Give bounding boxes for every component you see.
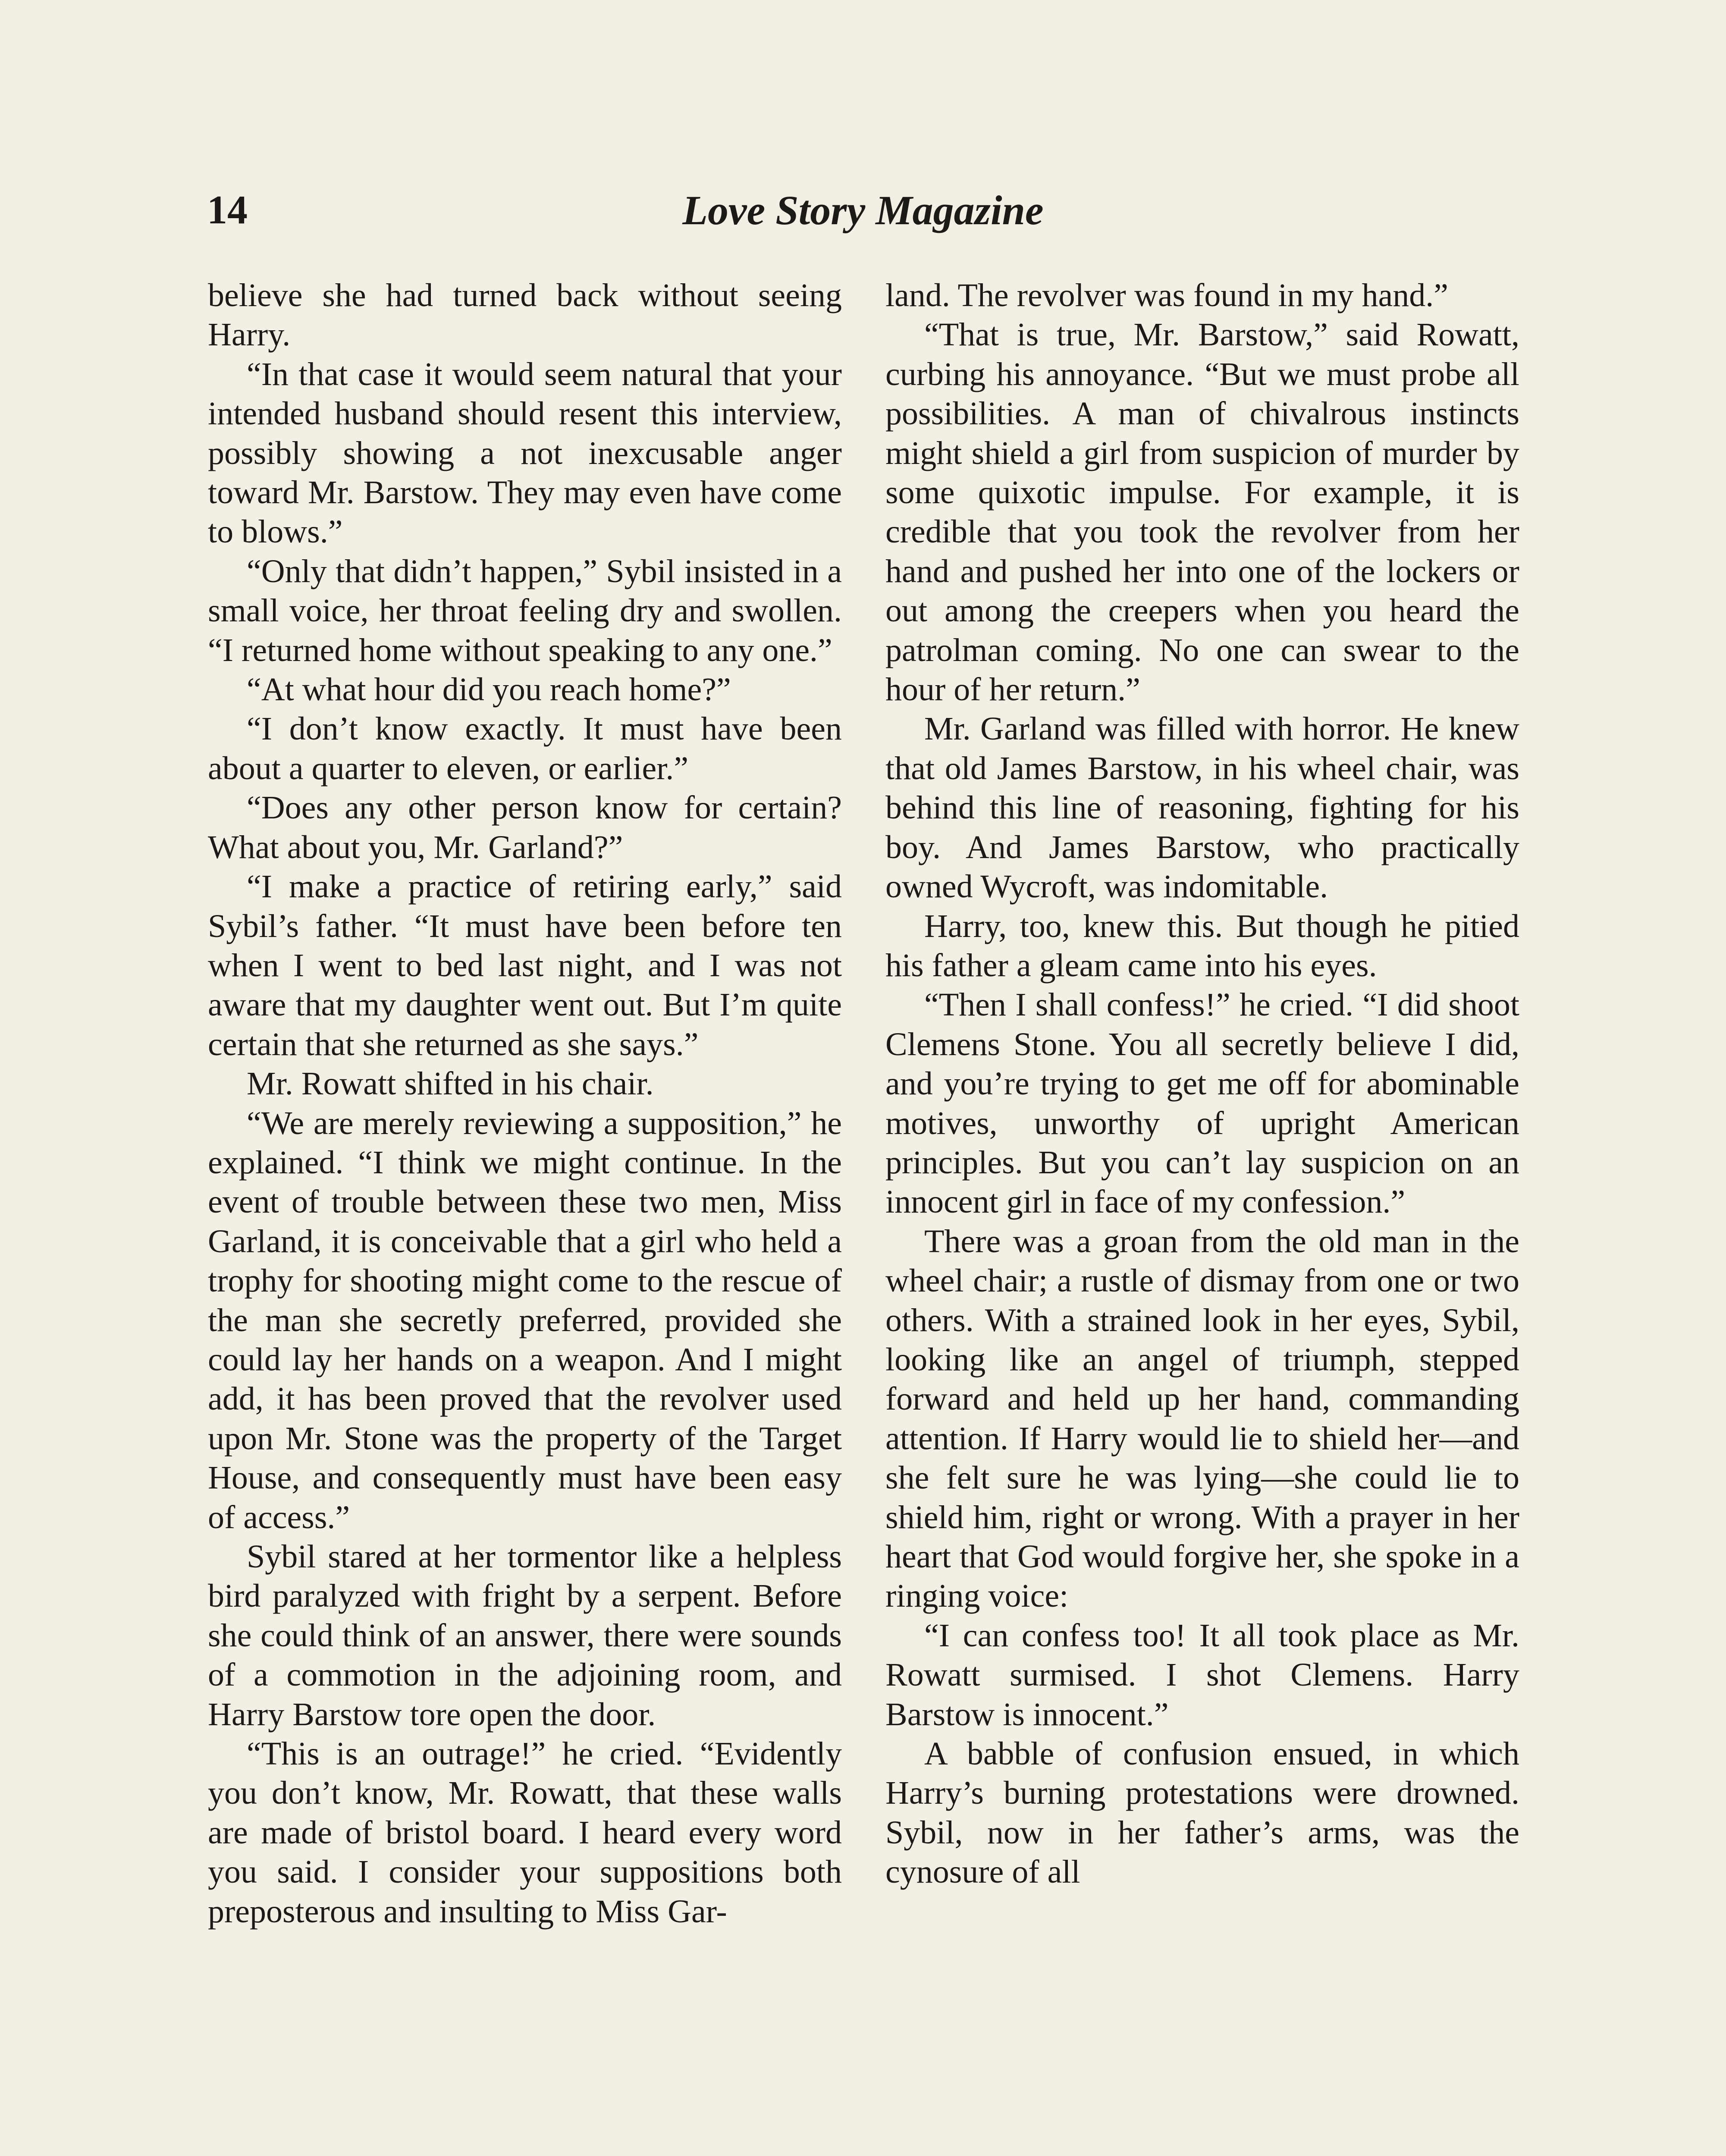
paragraph: “We are merely reviewing a supposition,” he explained. “I think we might continue. In the event of trouble between these two men, Miss Garland, it is conceivable that a girl who held a trophy for shooting might come to the rescue of the man she secretly preferred, provided she could lay her hands on a weapon. And I might add, it has been proved that the revolver used upon Mr. Stone was the property of the Target House, and consequently must have been easy of access.” bbox=[208, 1105, 842, 1536]
paragraph: “This is an outrage!” he cried. “Evidently you don’t know, Mr. Rowatt, that these walls are made of bristol board. I heard every word you said. I consider your suppositions both preposterous and insulting to Miss Gar- bbox=[208, 1736, 842, 1930]
paragraph: “That is true, Mr. Barstow,” said Rowatt, curbing his annoyance. “But we must probe all possibilities. A man of chivalrous instincts might shield a girl from suspicion of murder by some quixotic impulse. For example, it is credible that you took the revolver from her hand and pushed her into one of the lockers or out among the creepers when you heard the patrolman coming. No one can swear to the hour of her return.” bbox=[885, 317, 1519, 708]
paragraph: “At what hour did you reach home?” bbox=[247, 671, 731, 708]
paragraph: “Only that didn’t happen,” Sybil insisted in a small voice, her throat feeling dry and swollen. “I returned home without speaking to any one.” bbox=[208, 553, 842, 668]
paragraph: Mr. Garland was filled with horror. He knew that old James Barstow, in his wheel chair, was behind this line of reasoning, fighting for his boy. And James Barstow, who practically owned Wycroft, was indomitable. bbox=[885, 711, 1519, 905]
paragraph: Harry, too, knew this. But though he pitied his father a gleam came into his eyes. bbox=[885, 908, 1519, 984]
paragraph: There was a groan from the old man in the wheel chair; a rustle of dismay from one or two others. With a strained look in her eyes, Sybil, looking like an angel of triumph, stepped forward and held up her hand, commanding attention. If Harry would lie to shield her—and she felt sure he was lying—she could lie to shield him, right or wrong. With a prayer in her heart that God would forgive her, she spoke in a ringing voice: bbox=[885, 1223, 1519, 1614]
paragraph: “In that case it would seem natural that your intended husband should resent this interview, possibly showing a not inexcusable anger toward Mr. Barstow. They may even have come to blows.” bbox=[208, 356, 842, 550]
paragraph: “I don’t know exactly. It must have been about a quarter to eleven, or earlier.” bbox=[208, 711, 842, 787]
left-text-column bbox=[208, 276, 842, 1931]
paragraph: “I can confess too! It all took place as Mr. Rowatt surmised. I shot Clemens. Harry Barstow is innocent.” bbox=[885, 1617, 1519, 1733]
paragraph: “I make a practice of retiring early,” said Sybil’s father. “It must have been before ten when I went to bed last night, and I was not aware that my daughter went out. But I’m quite certain that she returned as she says.” bbox=[208, 868, 842, 1062]
paragraph: Sybil stared at her tormentor like a helpless bird paralyzed with fright by a serpent. Before she could think of an answer, there were sounds of a commotion in the adjoining room, and Harry Barstow tore open the door. bbox=[208, 1539, 842, 1733]
paragraph: Mr. Rowatt shifted in his chair. bbox=[247, 1065, 654, 1102]
paragraph: A babble of confusion ensued, in which Harry’s burning protestations were drowned. Sybil, now in her father’s arms, was the cynosure of all bbox=[885, 1736, 1519, 1890]
paragraph: “Then I shall confess!” he cried. “I did shoot Clemens Stone. You all secretly believe I did, and you’re trying to get me off for abominable motives, unworthy of upright American principles. But you can’t lay suspicion on an innocent girl in face of my confession.” bbox=[885, 987, 1519, 1220]
page-number: 14 bbox=[207, 188, 248, 232]
paragraph: believe she had turned back without seeing Harry. bbox=[208, 277, 842, 353]
right-text-column bbox=[885, 276, 1519, 1892]
magazine-title: Love Story Magazine bbox=[682, 187, 1044, 233]
paragraph: “Does any other person know for certain? What about you, Mr. Garland?” bbox=[208, 790, 842, 865]
paragraph: land. The revolver was found in my hand.” bbox=[885, 277, 1449, 313]
